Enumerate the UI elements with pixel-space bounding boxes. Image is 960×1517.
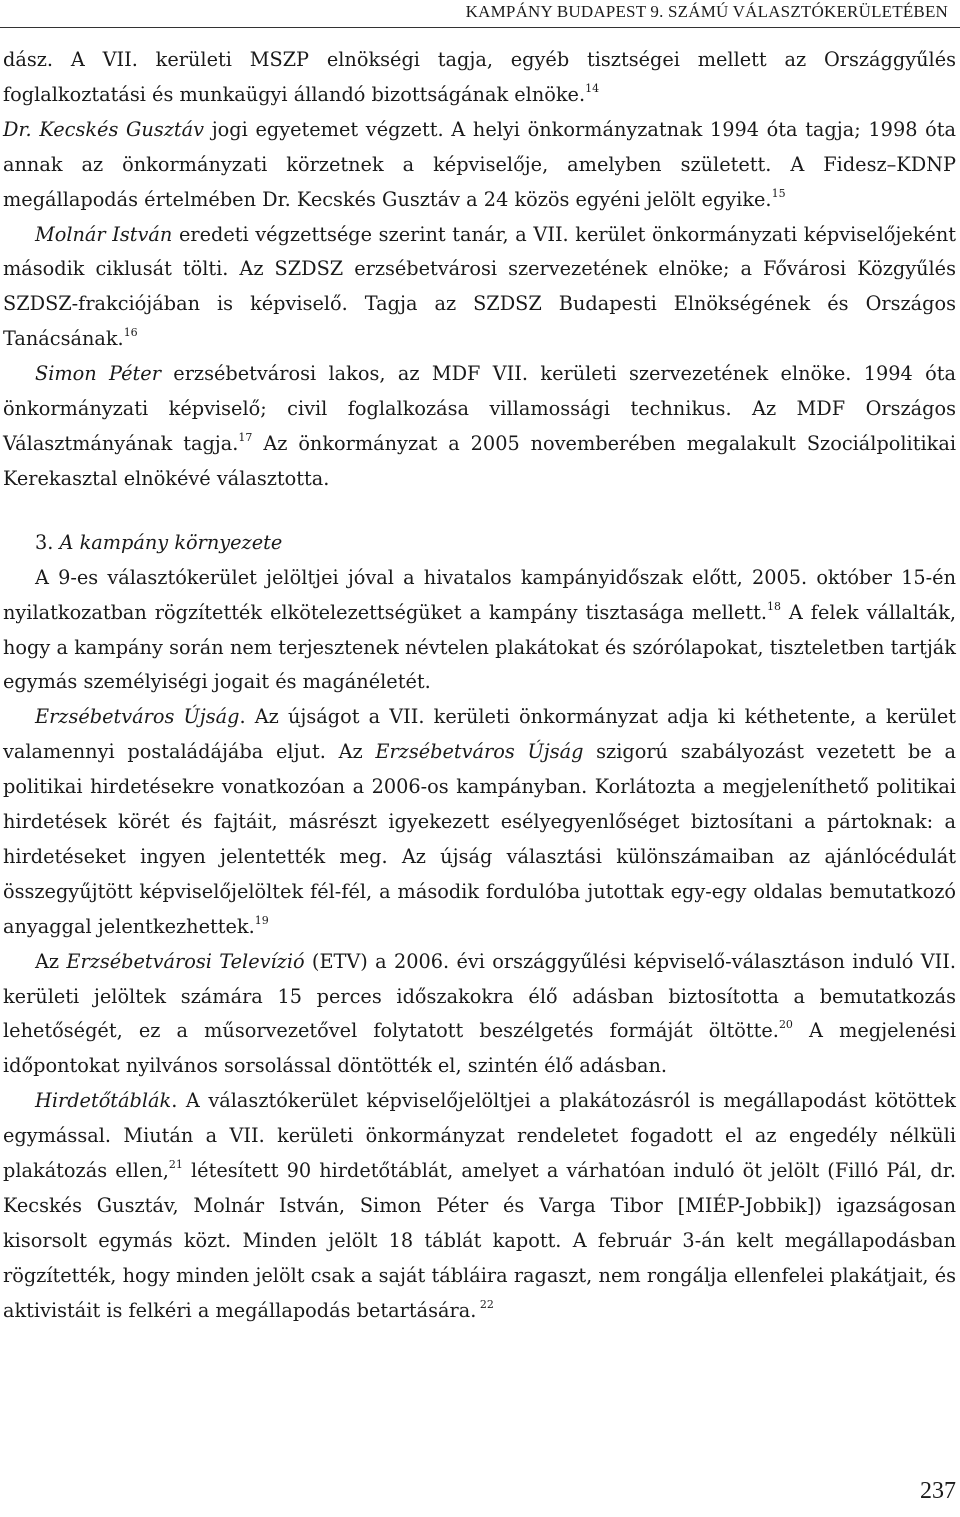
- paragraph-simon: [3, 357, 956, 497]
- publication-title: Erzsébetváros Újság: [375, 740, 584, 764]
- paragraph-kecskes: [3, 113, 956, 218]
- footnote-ref[interactable]: 18: [766, 599, 781, 613]
- broadcaster-title: Erzsébetvárosi Televízió: [66, 949, 305, 973]
- footnote-ref[interactable]: 14: [585, 81, 600, 95]
- body-text: [3, 43, 956, 1329]
- paragraph-text: jogi egyetemet végzett. A helyi önkormányzatnak 1994 óta tagja; 1998 óta annak az önkormányzati körzetnek a képviselője, amelyben született. A Fidesz–KDNP megállapodás értelmében Dr. Kecskés Gusztáv a 24 közös egyéni jelölt egyike.: [3, 117, 957, 211]
- section-title: A kampány környezete: [59, 530, 283, 554]
- person-name: Dr. Kecskés Gusztáv: [3, 117, 205, 141]
- section-heading: [3, 526, 956, 561]
- paragraph-television: [3, 945, 956, 1085]
- paragraph-newspaper: [3, 700, 956, 944]
- paragraph-billboards: [3, 1084, 956, 1328]
- footnote-ref[interactable]: 16: [123, 326, 138, 340]
- running-header: KAMPÁNY BUDAPEST 9. SZÁMÚ VÁLASZTÓKERÜLETÉBEN: [465, 2, 948, 21]
- header-rule: [0, 27, 960, 28]
- paragraph-text: dász. A VII. kerületi MSZP elnökségi tagja, egyéb tisztségei mellett az Országgyűlés foglalkoztatási és munkaügyi állandó bizottságának elnöke.: [3, 48, 956, 106]
- paragraph-text: A 9-es választókerület jelöltjei jóval a hivatalos kampányidőszak előtt, 2005. október 15-én nyilatkozatban rögzítették elkötelezettségüket a kampány tisztasága mellett.: [3, 565, 956, 624]
- paragraph-declaration: [3, 561, 956, 701]
- page-number: 237: [920, 1478, 956, 1504]
- footnote-ref[interactable]: 17: [238, 430, 253, 444]
- paragraph-text: erzsébetvárosi lakos, az MDF VII. kerületi szervezetének elnöke. 1994 óta önkormányzati képviselő; civil foglalkozása villamossági technikus. Az MDF Országos Választmányának tagja.: [3, 362, 956, 455]
- paragraph-text: szigorú szabályozást vezetett be a politikai hirdetésekre vonatkozóan a 2006-os kampányban. Korlátozta a megjeleníthető politikai hirdetések körét és fajtáit, másrészt igyekezett esélyegyenlőséget biztosítani a pártoknak: a hirdetéseket ingyen jelentették meg. Az újság választási különszámaiban az ajánlócédulát összegyűjtött képviselőjelöltek fél-fél, a második fordulóba jutottak egy-egy oldalas bemutatkozó anyaggal jelentkezhettek.: [3, 740, 956, 938]
- subsection-title: Hirdetőtáblák: [35, 1089, 172, 1113]
- footnote-ref[interactable]: 22: [476, 1297, 494, 1311]
- footnote-ref[interactable]: 19: [254, 913, 269, 927]
- footnote-ref[interactable]: 20: [778, 1018, 793, 1032]
- paragraph-text: A felek vállalták, hogy a kampány során nem terjesztenek névtelen plakátokat és szórólapokat, tiszteletben tartják egymás személyiségi jogait és magánéletét.: [3, 600, 957, 694]
- section-number: 3.: [35, 530, 60, 554]
- paragraph-mszp-continuation: [3, 43, 956, 113]
- paragraph-molnar: [3, 218, 956, 358]
- footnote-ref[interactable]: 21: [168, 1158, 183, 1172]
- publication-title: Erzsébetváros Újság: [35, 705, 240, 729]
- paragraph-text: . A választókerület képviselőjelöltjei a plakátozásról is megállapodást kötöttek egymással. Miután a VII. kerületi önkormányzat rendeletet fogadott el az engedély nélküli plakátozás ellen,: [3, 1089, 956, 1183]
- paragraph-text: Az önkormányzat a 2005 novemberében megalakult Szociálpolitikai Kerekasztal elnökévé választotta.: [3, 431, 956, 490]
- paragraph-text: létesített 90 hirdetőtáblát, amelyet a várhatóan induló öt jelölt (Filló Pál, dr. Kecskés Gusztáv, Molnár István, Simon Péter és Varga Tibor [MIÉP-Jobbik]) igazságosan kisorsolt egymás közt. Minden jelölt 18 táblát kapott. A február 3-án kelt megállapodásban rögzítették, hogy minden jelölt csak a saját tábláira ragaszt, nem rongálja ellenfelei plakátjait, és aktivistáit is felkéri a megállapodás betartására.: [3, 1159, 956, 1322]
- paragraph-text: A megjelenési időpontokat nyilvános sorsolással döntötték el, szintén élő adásban.: [3, 1019, 956, 1078]
- paragraph-text: . Az újságot a VII. kerületi önkormányzat adja ki kéthetente, a kerület valamennyi postaládájába eljut. Az: [3, 705, 956, 764]
- footnote-ref[interactable]: 15: [771, 186, 786, 200]
- paragraph-text: (ETV) a 2006. évi országgyűlési képviselő-választáson induló VII. kerületi jelöltek számára 15 perces időszakokra élő adásban biztosította a bemutatkozás lehetőségét, ez a műsorvezetővel folytatott beszélgetés formáját öltötte.: [3, 949, 956, 1043]
- person-name: Molnár István: [35, 222, 173, 246]
- paragraph-text: eredeti végzettsége szerint tanár, a VII. kerület önkormányzati képviselőjeként második ciklusát tölti. Az SZDSZ erzsébetvárosi szervezetének elnöke; a Fővárosi Közgyűlés SZDSZ-frakciójában is képviselő. Tagja az SZDSZ Budapesti Elnökségének és Országos Tanácsának.: [3, 222, 957, 351]
- paragraph-text: Az: [35, 949, 67, 973]
- person-name: Simon Péter: [35, 362, 161, 386]
